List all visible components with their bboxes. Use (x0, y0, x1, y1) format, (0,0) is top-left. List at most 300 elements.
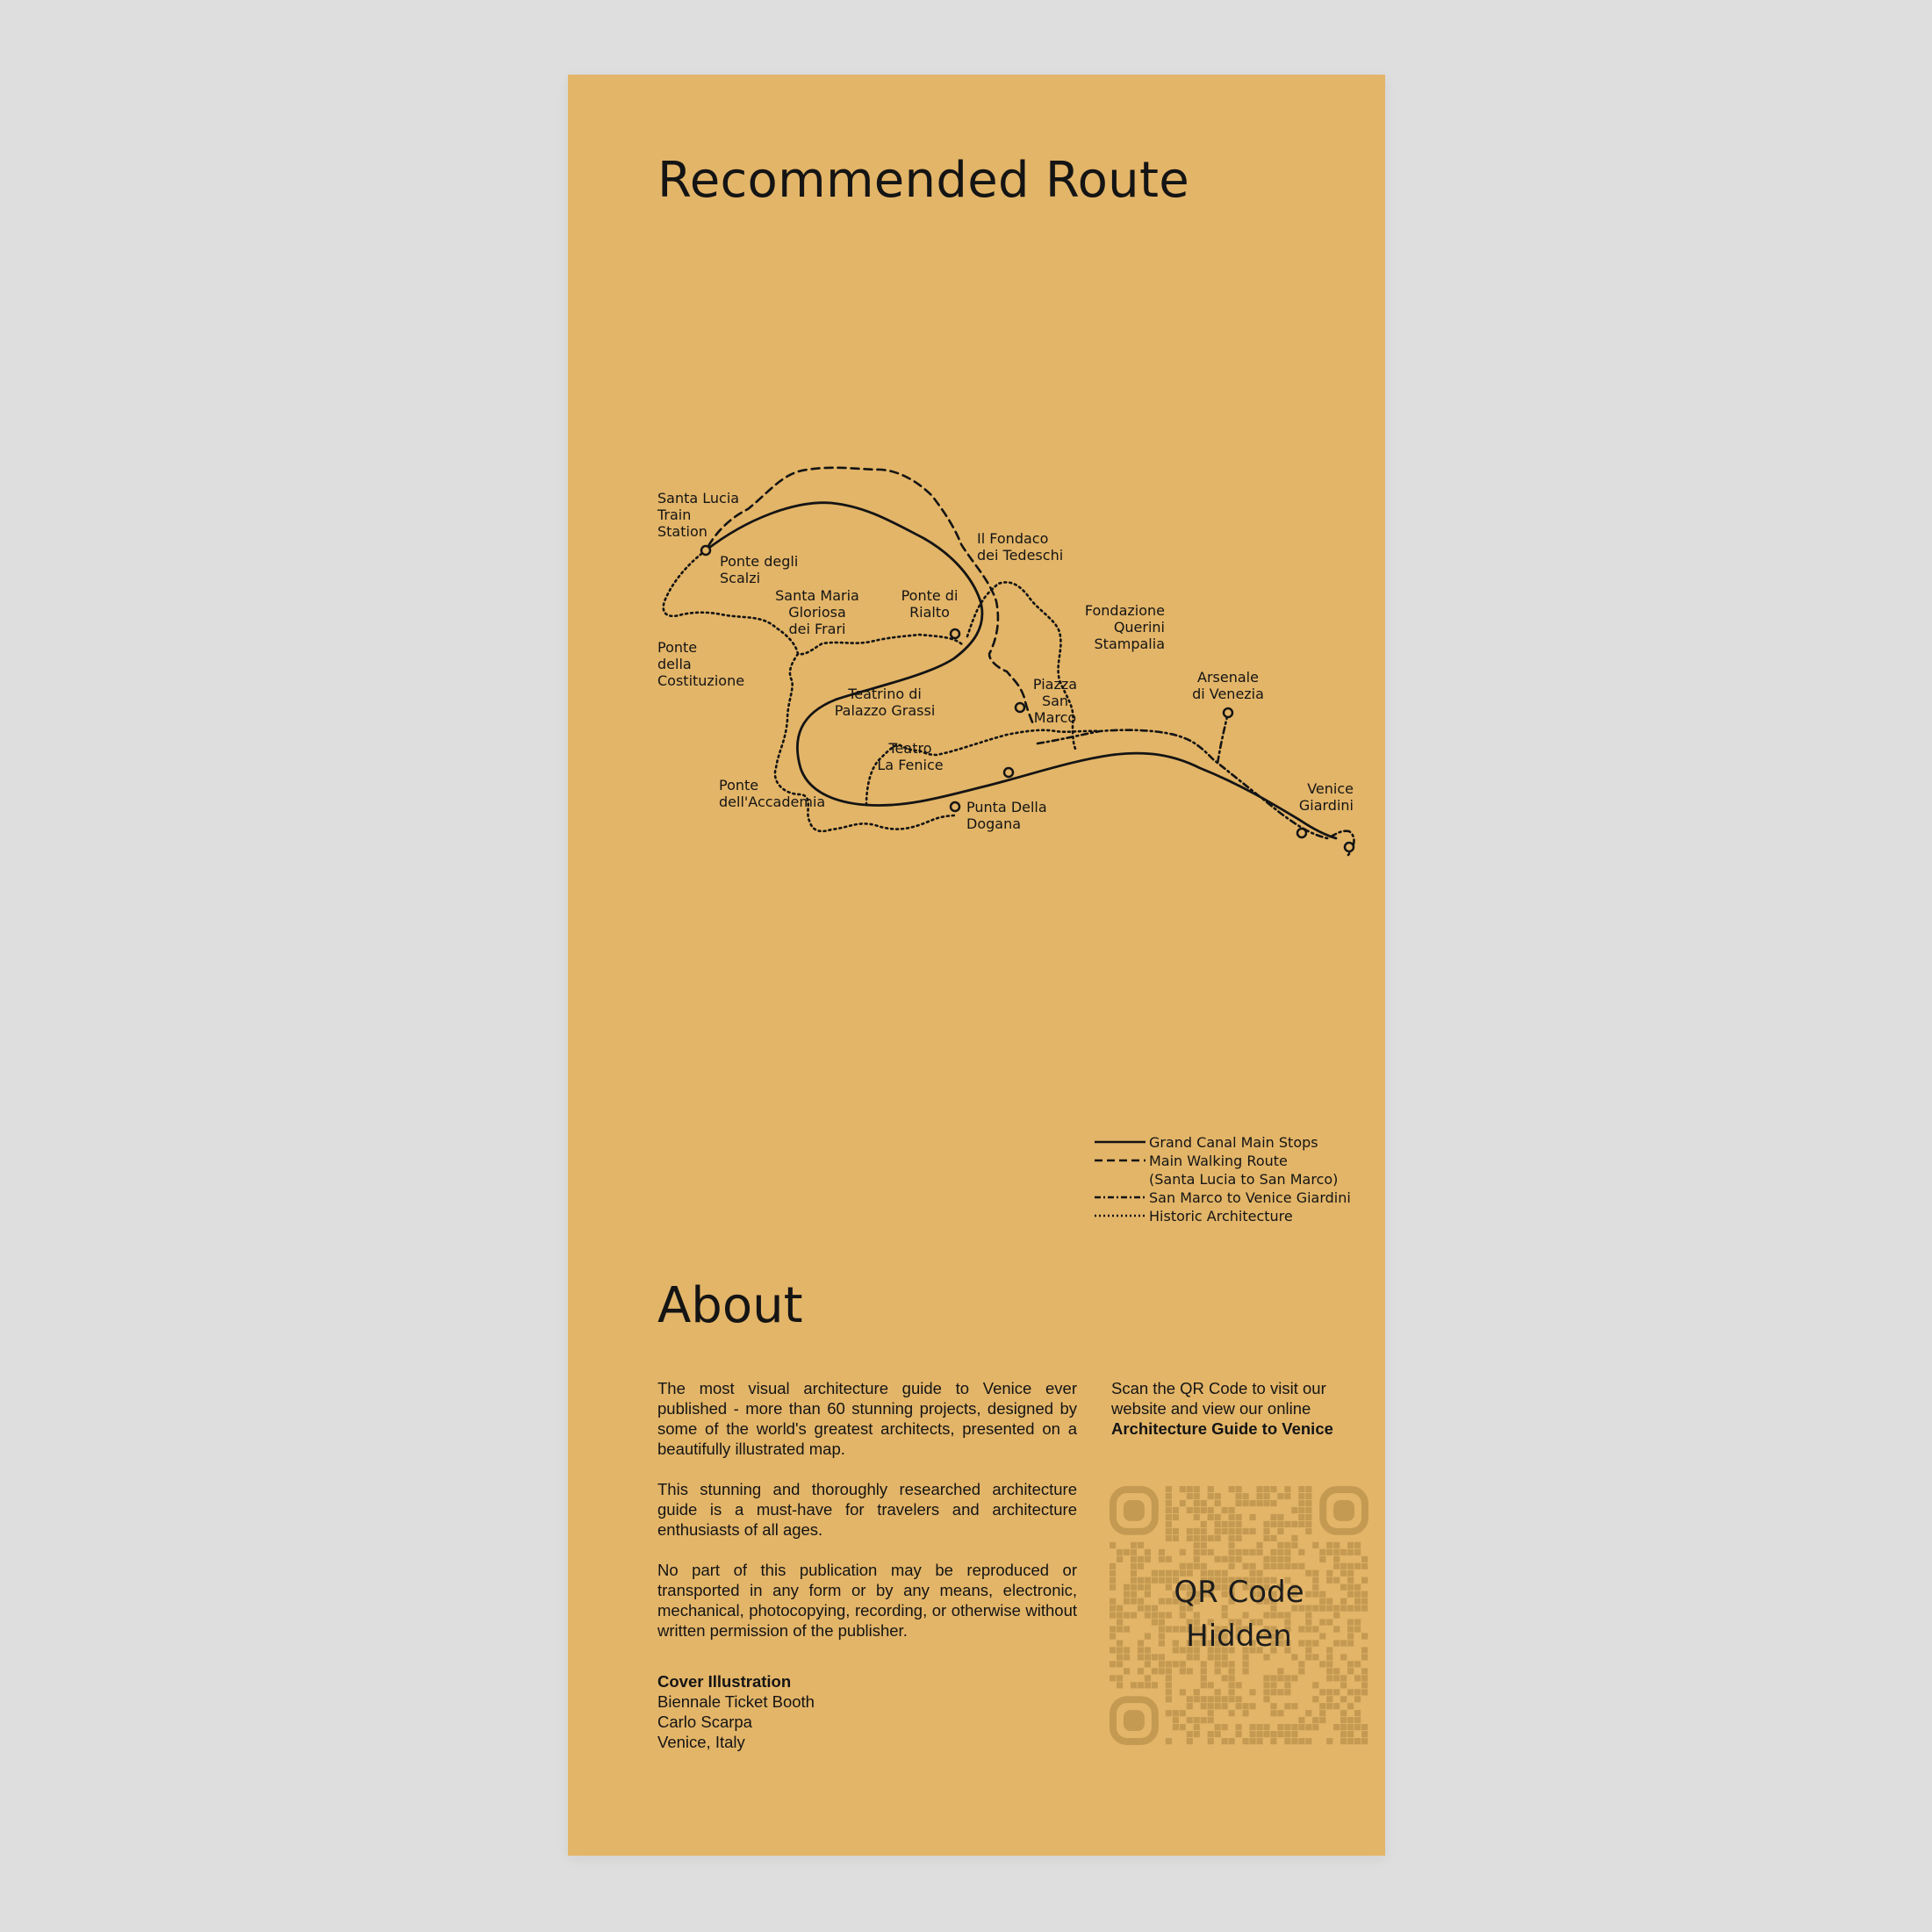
qr-module (1277, 1493, 1283, 1499)
qr-module (1284, 1542, 1290, 1548)
qr-module (1242, 1738, 1248, 1744)
qr-module (1187, 1668, 1193, 1674)
qr-module (1284, 1724, 1290, 1730)
qr-module (1236, 1493, 1242, 1499)
qr-module (1291, 1731, 1297, 1737)
qr-module (1201, 1535, 1207, 1541)
qr-module (1166, 1507, 1172, 1513)
qr-module (1277, 1731, 1283, 1737)
qr-module (1298, 1661, 1304, 1667)
qr-module (1215, 1535, 1221, 1541)
qr-module (1208, 1514, 1214, 1520)
qr-module (1166, 1682, 1172, 1688)
qr-module (1284, 1675, 1290, 1681)
qr-module (1138, 1682, 1144, 1688)
qr-module (1263, 1675, 1269, 1681)
legend-item-san-marco-giardini: San Marco to Venice Giardini (1095, 1189, 1375, 1207)
qr-module (1340, 1563, 1347, 1569)
qr-module (1312, 1724, 1318, 1730)
qr-module (1194, 1528, 1200, 1534)
qr-module (1110, 1675, 1116, 1681)
qr-module (1361, 1724, 1368, 1730)
qr-module (1270, 1731, 1276, 1737)
qr-module (1256, 1731, 1262, 1737)
qr-module (1222, 1528, 1228, 1534)
qr-module (1270, 1710, 1276, 1716)
qr-module (1194, 1493, 1200, 1499)
qr-module (1298, 1486, 1304, 1492)
qr-module (1242, 1563, 1248, 1569)
qr-module (1326, 1661, 1332, 1667)
qr-module (1277, 1528, 1283, 1534)
qr-module (1277, 1521, 1283, 1527)
qr-module (1236, 1703, 1242, 1709)
qr-module (1236, 1514, 1242, 1520)
qr-module (1166, 1556, 1172, 1562)
qr-module (1291, 1675, 1297, 1681)
qr-module (1298, 1493, 1304, 1499)
qr-module (1194, 1563, 1200, 1569)
credit-line: Biennale Ticket Booth (657, 1692, 815, 1711)
qr-module (1354, 1563, 1361, 1569)
qr-module (1263, 1528, 1269, 1534)
qr-module (1340, 1724, 1347, 1730)
qr-module (1194, 1500, 1200, 1506)
qr-module (1194, 1486, 1200, 1492)
qr-module (1180, 1661, 1186, 1667)
cover-credit (657, 1671, 815, 1752)
qr-module (1263, 1535, 1269, 1541)
qr-module (1242, 1668, 1248, 1674)
qr-module (1138, 1668, 1144, 1674)
qr-module (1270, 1682, 1276, 1688)
qr-module (1270, 1689, 1276, 1695)
qr-module (1166, 1696, 1172, 1702)
label-santa-lucia: Santa Lucia Train Station (657, 490, 740, 540)
qr-module (1305, 1724, 1311, 1730)
qr-module (1166, 1710, 1172, 1716)
qr-module (1305, 1507, 1311, 1513)
qr-module (1180, 1500, 1186, 1506)
qr-module (1333, 1689, 1339, 1695)
qr-module (1284, 1738, 1290, 1744)
qr-module (1333, 1556, 1339, 1562)
qr-module (1284, 1689, 1290, 1695)
qr-module (1312, 1542, 1318, 1548)
qr-module (1242, 1703, 1248, 1709)
qr-module (1277, 1724, 1283, 1730)
stop-venice-giardini (1297, 829, 1306, 837)
qr-module (1194, 1556, 1200, 1562)
scan-instructions (1111, 1378, 1366, 1439)
qr-module (1361, 1563, 1368, 1569)
qr-module (1229, 1696, 1235, 1702)
label-teatrino: Teatrino di Palazzo Grassi (834, 686, 936, 719)
qr-module (1354, 1710, 1361, 1716)
qr-module (1333, 1668, 1339, 1674)
qr-module (1242, 1500, 1248, 1506)
qr-module (1187, 1528, 1193, 1534)
qr-module (1284, 1563, 1290, 1569)
qr-module (1229, 1738, 1235, 1744)
qr-module (1340, 1717, 1347, 1723)
qr-module (1305, 1528, 1311, 1534)
qr-module (1201, 1717, 1207, 1723)
qr-module (1110, 1542, 1116, 1548)
qr-module (1347, 1542, 1354, 1548)
qr-module (1354, 1661, 1361, 1667)
qr-module (1222, 1507, 1228, 1513)
about-text (657, 1378, 1077, 1661)
qr-module (1117, 1682, 1123, 1688)
qr-module (1229, 1507, 1235, 1513)
qr-module (1319, 1661, 1325, 1667)
qr-module (1138, 1542, 1144, 1548)
label-arsenale: Arsenale di Venezia (1192, 669, 1264, 702)
qr-module (1180, 1724, 1186, 1730)
qr-module (1249, 1549, 1255, 1555)
qr-module (1208, 1696, 1214, 1702)
qr-module (1242, 1528, 1248, 1534)
qr-module (1229, 1528, 1235, 1534)
qr-module (1361, 1689, 1368, 1695)
qr-module (1263, 1689, 1269, 1695)
qr-module (1194, 1549, 1200, 1555)
qr-module (1354, 1724, 1361, 1730)
qr-module (1201, 1521, 1207, 1527)
qr-module (1347, 1703, 1354, 1709)
credit-line: Venice, Italy (657, 1733, 745, 1751)
legend-swatch-solid (1095, 1133, 1149, 1152)
qr-module (1229, 1668, 1235, 1674)
qr-module (1256, 1500, 1262, 1506)
qr-module (1208, 1682, 1214, 1688)
qr-module (1277, 1689, 1283, 1695)
qr-module (1229, 1542, 1235, 1548)
label-ponte-rialto: Ponte di Rialto (901, 587, 959, 621)
qr-module (1159, 1549, 1165, 1555)
qr-module (1201, 1507, 1207, 1513)
qr-module (1229, 1549, 1235, 1555)
qr-module (1347, 1731, 1354, 1737)
qr-module (1263, 1493, 1269, 1499)
qr-module (1201, 1682, 1207, 1688)
qr-module (1222, 1556, 1228, 1562)
label-ponte-costituzione: Ponte della Costituzione (657, 639, 745, 689)
qr-module (1270, 1500, 1276, 1506)
qr-module (1208, 1507, 1214, 1513)
qr-module (1173, 1535, 1179, 1541)
qr-module (1215, 1528, 1221, 1534)
qr-module (1256, 1486, 1262, 1492)
legend-swatch-dotted (1095, 1207, 1149, 1225)
legend-item-historic: Historic Architecture (1095, 1207, 1375, 1225)
qr-module (1347, 1549, 1354, 1555)
qr-module (1326, 1549, 1332, 1555)
qr-module (1263, 1556, 1269, 1562)
label-punta-dogana: Punta Della Dogana (966, 799, 1047, 832)
legend-swatch-dashed (1095, 1152, 1149, 1170)
qr-module (1215, 1500, 1221, 1506)
qr-module (1354, 1717, 1361, 1723)
qr-module (1340, 1731, 1347, 1737)
qr-module (1305, 1514, 1311, 1520)
qr-module (1319, 1717, 1325, 1723)
qr-module (1166, 1535, 1172, 1541)
qr-module (1242, 1549, 1248, 1555)
qr-module (1361, 1731, 1368, 1737)
qr-module (1361, 1682, 1368, 1688)
qr-module (1354, 1689, 1361, 1695)
qr-code[interactable] (1110, 1486, 1368, 1745)
qr-module (1270, 1549, 1276, 1555)
qr-module (1138, 1556, 1144, 1562)
qr-module (1215, 1724, 1221, 1730)
qr-module (1361, 1668, 1368, 1674)
qr-module (1180, 1563, 1186, 1569)
qr-module (1194, 1689, 1200, 1695)
qr-module (1249, 1689, 1255, 1695)
qr-module (1222, 1724, 1228, 1730)
qr-module (1284, 1682, 1290, 1688)
qr-module (1180, 1549, 1186, 1555)
qr-module (1305, 1493, 1311, 1499)
qr-module (1256, 1549, 1262, 1555)
qr-module (1305, 1500, 1311, 1506)
qr-module (1166, 1514, 1172, 1520)
qr-module (1159, 1556, 1165, 1562)
qr-module (1291, 1563, 1297, 1569)
qr-module (1347, 1717, 1354, 1723)
qr-module (1305, 1486, 1311, 1492)
qr-module (1347, 1738, 1354, 1744)
qr-module (1166, 1486, 1172, 1492)
qr-module (1187, 1703, 1193, 1709)
stop-accademia-canal (1004, 768, 1013, 777)
qr-module (1263, 1724, 1269, 1730)
about-paragraph: No part of this publication may be reproduced or transported in any form or by any means, electronic, mechanical, photocopying, recording, or otherwise without written permission of the publisher. (657, 1561, 1077, 1640)
qr-module (1298, 1668, 1304, 1674)
qr-module (1291, 1542, 1297, 1548)
qr-module (1263, 1486, 1269, 1492)
qr-module (1215, 1731, 1221, 1737)
qr-module (1312, 1682, 1318, 1688)
qr-module (1333, 1563, 1339, 1569)
label-santa-maria: Santa Maria Gloriosa dei Frari (775, 587, 859, 637)
qr-module (1249, 1731, 1255, 1737)
qr-module (1222, 1738, 1228, 1744)
qr-module (1326, 1668, 1332, 1674)
qr-module (1166, 1675, 1172, 1681)
qr-module (1298, 1724, 1304, 1730)
qr-module (1187, 1486, 1193, 1492)
qr-module (1187, 1493, 1193, 1499)
qr-module (1249, 1500, 1255, 1506)
qr-module (1145, 1682, 1151, 1688)
qr-module (1166, 1528, 1172, 1534)
qr-module (1187, 1563, 1193, 1569)
credit-title: Cover Illustration (657, 1672, 792, 1691)
qr-module (1270, 1486, 1276, 1492)
qr-module (1173, 1710, 1179, 1716)
label-ponte-scalzi: Ponte degli Scalzi (720, 553, 799, 586)
qr-module (1187, 1507, 1193, 1513)
qr-module (1173, 1507, 1179, 1513)
qr-module (1291, 1521, 1297, 1527)
about-paragraph: The most visual architecture guide to Venice ever published - more than 60 stunning projects, designed by some of the world's greatest architects, presented on a beautifully illustrated map. (657, 1379, 1077, 1458)
stop-arsenale (1224, 708, 1232, 717)
qr-module (1277, 1668, 1283, 1674)
qr-module (1138, 1563, 1144, 1569)
qr-module (1166, 1738, 1172, 1744)
qr-module (1194, 1724, 1200, 1730)
qr-module (1256, 1542, 1262, 1548)
qr-module (1229, 1682, 1235, 1688)
qr-module (1319, 1556, 1325, 1562)
qr-module (1347, 1668, 1354, 1674)
qr-module (1333, 1675, 1339, 1681)
qr-module (1131, 1682, 1137, 1688)
qr-module (1270, 1556, 1276, 1562)
guide-link[interactable]: Architecture Guide to Venice (1111, 1419, 1333, 1438)
qr-module (1222, 1521, 1228, 1527)
qr-module (1347, 1563, 1354, 1569)
qr-module (1305, 1710, 1311, 1716)
qr-module (1208, 1731, 1214, 1737)
legend-swatch-dashdot (1095, 1189, 1149, 1207)
qr-module (1187, 1535, 1193, 1541)
qr-module (1180, 1668, 1186, 1674)
qr-module (1270, 1703, 1276, 1709)
qr-module (1215, 1703, 1221, 1709)
qr-module (1361, 1738, 1368, 1744)
qr-module (1215, 1668, 1221, 1674)
qr-module (1361, 1675, 1368, 1681)
label-teatro-fenice: Teatro La Fenice (877, 740, 944, 773)
qr-module (1173, 1514, 1179, 1520)
qr-module (1215, 1556, 1221, 1562)
qr-module (1361, 1556, 1368, 1562)
qr-module (1166, 1668, 1172, 1674)
qr-module (1270, 1535, 1276, 1541)
brochure-panel (568, 75, 1385, 1856)
qr-module (1229, 1710, 1235, 1716)
qr-module (1229, 1556, 1235, 1562)
qr-module (1194, 1696, 1200, 1702)
qr-module (1256, 1738, 1262, 1744)
qr-module (1194, 1717, 1200, 1723)
qr-module (1187, 1696, 1193, 1702)
qr-module (1242, 1493, 1248, 1499)
qr-module (1208, 1703, 1214, 1709)
qr-module (1229, 1486, 1235, 1492)
qr-module (1263, 1682, 1269, 1688)
qr-module (1291, 1738, 1297, 1744)
qr-module (1263, 1731, 1269, 1737)
qr-module (1347, 1661, 1354, 1667)
qr-module (1249, 1724, 1255, 1730)
qr-module (1340, 1549, 1347, 1555)
qr-module (1326, 1696, 1332, 1702)
route-map (568, 75, 1385, 1040)
qr-module (1187, 1738, 1193, 1744)
qr-module (1263, 1563, 1269, 1569)
label-il-fondaco: Il Fondaco dei Tedeschi (977, 530, 1064, 564)
qr-module (1117, 1661, 1123, 1667)
qr-module (1270, 1563, 1276, 1569)
qr-finder-center (1124, 1500, 1145, 1521)
qr-module (1229, 1514, 1235, 1520)
qr-module (1312, 1696, 1318, 1702)
qr-module (1326, 1703, 1332, 1709)
qr-module (1173, 1528, 1179, 1534)
qr-module (1319, 1710, 1325, 1716)
qr-module (1201, 1542, 1207, 1548)
stop-rialto (951, 629, 959, 638)
qr-module (1194, 1514, 1200, 1520)
qr-module (1298, 1521, 1304, 1527)
qr-module (1201, 1703, 1207, 1709)
qr-module (1222, 1661, 1228, 1667)
qr-module (1145, 1549, 1151, 1555)
qr-module (1194, 1542, 1200, 1548)
stop-san-marco (1016, 703, 1024, 712)
qr-module (1131, 1542, 1137, 1548)
qr-module (1277, 1710, 1283, 1716)
qr-module (1236, 1500, 1242, 1506)
qr-module (1319, 1703, 1325, 1709)
qr-module (1333, 1542, 1339, 1548)
qr-module (1222, 1703, 1228, 1709)
qr-module (1326, 1542, 1332, 1548)
qr-module (1145, 1556, 1151, 1562)
qr-module (1354, 1738, 1361, 1744)
qr-module (1340, 1682, 1347, 1688)
qr-module (1201, 1661, 1207, 1667)
about-heading: About (657, 1277, 803, 1334)
qr-module (1298, 1500, 1304, 1506)
qr-module (1270, 1738, 1276, 1744)
qr-module (1298, 1738, 1304, 1744)
qr-module (1194, 1507, 1200, 1513)
qr-module (1194, 1731, 1200, 1737)
qr-module (1180, 1486, 1186, 1492)
qr-hidden-label: QR Code Hidden (1174, 1575, 1304, 1654)
qr-module (1305, 1738, 1311, 1744)
qr-module (1159, 1668, 1165, 1674)
qr-module (1166, 1500, 1172, 1506)
qr-module (1236, 1682, 1242, 1688)
qr-module (1166, 1661, 1172, 1667)
qr-module (1354, 1675, 1361, 1681)
qr-module (1319, 1689, 1325, 1695)
qr-module (1354, 1549, 1361, 1555)
qr-module (1166, 1521, 1172, 1527)
qr-module (1236, 1486, 1242, 1492)
qr-module (1166, 1689, 1172, 1695)
qr-module (1117, 1675, 1123, 1681)
qr-module (1298, 1514, 1304, 1520)
qr-module (1201, 1528, 1207, 1534)
qr-module (1263, 1696, 1269, 1702)
qr-module (1284, 1486, 1290, 1492)
qr-module (1208, 1535, 1214, 1541)
qr-module (1208, 1493, 1214, 1499)
qr-module (1215, 1493, 1221, 1499)
qr-module (1284, 1556, 1290, 1562)
qr-module (1215, 1514, 1221, 1520)
page-title: Recommended Route (657, 152, 1189, 209)
